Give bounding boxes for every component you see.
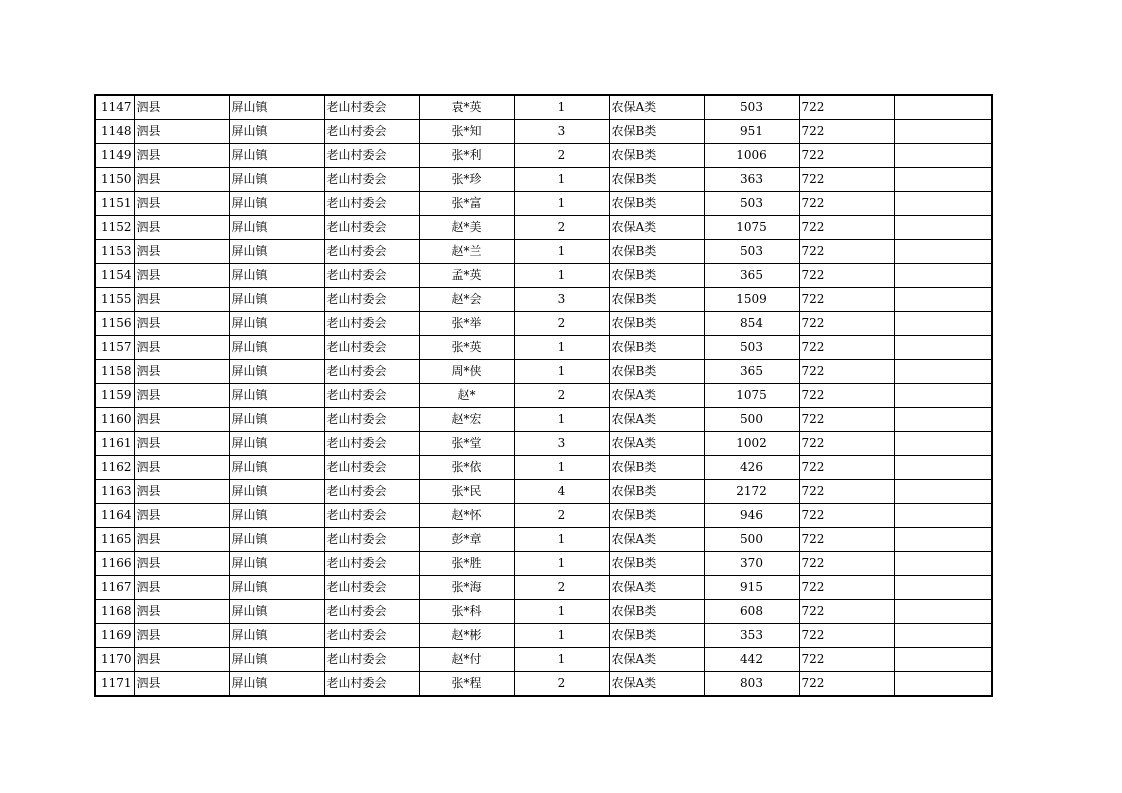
- note-cell: [894, 336, 992, 360]
- town-cell: 屏山镇: [229, 480, 324, 504]
- code-cell: 722: [799, 432, 894, 456]
- amount-cell: 608: [704, 600, 799, 624]
- count-cell: 1: [514, 95, 609, 120]
- note-cell: [894, 432, 992, 456]
- table-row: [95, 648, 992, 672]
- county-cell: 泗县: [134, 480, 229, 504]
- name-cell: 彭*章: [419, 528, 514, 552]
- code-cell: 722: [799, 408, 894, 432]
- table-row: [95, 336, 992, 360]
- name-cell: 赵*会: [419, 288, 514, 312]
- name-cell: 张*举: [419, 312, 514, 336]
- count-cell: 2: [514, 672, 609, 697]
- town-cell: 屏山镇: [229, 600, 324, 624]
- note-cell: [894, 95, 992, 120]
- amount-cell: 503: [704, 95, 799, 120]
- county-cell: 泗县: [134, 192, 229, 216]
- note-cell: [894, 312, 992, 336]
- county-cell: 泗县: [134, 168, 229, 192]
- row-number-cell: 1164: [95, 504, 134, 528]
- name-cell: 赵*怀: [419, 504, 514, 528]
- row-number-cell: 1161: [95, 432, 134, 456]
- county-cell: 泗县: [134, 120, 229, 144]
- table-body: [95, 95, 992, 696]
- table-row: [95, 360, 992, 384]
- note-cell: [894, 576, 992, 600]
- category-cell: 农保B类: [609, 624, 704, 648]
- name-cell: 赵*兰: [419, 240, 514, 264]
- code-cell: 722: [799, 144, 894, 168]
- category-cell: 农保B类: [609, 504, 704, 528]
- amount-cell: 426: [704, 456, 799, 480]
- table-row: [95, 168, 992, 192]
- village-cell: 老山村委会: [324, 624, 419, 648]
- town-cell: 屏山镇: [229, 504, 324, 528]
- amount-cell: 1002: [704, 432, 799, 456]
- village-cell: 老山村委会: [324, 264, 419, 288]
- town-cell: 屏山镇: [229, 384, 324, 408]
- town-cell: 屏山镇: [229, 456, 324, 480]
- code-cell: 722: [799, 504, 894, 528]
- town-cell: 屏山镇: [229, 432, 324, 456]
- amount-cell: 442: [704, 648, 799, 672]
- village-cell: 老山村委会: [324, 168, 419, 192]
- row-number-cell: 1163: [95, 480, 134, 504]
- note-cell: [894, 264, 992, 288]
- town-cell: 屏山镇: [229, 360, 324, 384]
- name-cell: 张*海: [419, 576, 514, 600]
- note-cell: [894, 456, 992, 480]
- row-number-cell: 1147: [95, 95, 134, 120]
- town-cell: 屏山镇: [229, 552, 324, 576]
- name-cell: 张*堂: [419, 432, 514, 456]
- amount-cell: 353: [704, 624, 799, 648]
- name-cell: 张*程: [419, 672, 514, 697]
- code-cell: 722: [799, 528, 894, 552]
- village-cell: 老山村委会: [324, 384, 419, 408]
- row-number-cell: 1151: [95, 192, 134, 216]
- town-cell: 屏山镇: [229, 192, 324, 216]
- table-row: [95, 384, 992, 408]
- count-cell: 2: [514, 144, 609, 168]
- category-cell: 农保A类: [609, 432, 704, 456]
- name-cell: 张*科: [419, 600, 514, 624]
- village-cell: 老山村委会: [324, 144, 419, 168]
- note-cell: [894, 480, 992, 504]
- category-cell: 农保B类: [609, 312, 704, 336]
- town-cell: 屏山镇: [229, 408, 324, 432]
- category-cell: 农保B类: [609, 120, 704, 144]
- code-cell: 722: [799, 264, 894, 288]
- town-cell: 屏山镇: [229, 576, 324, 600]
- amount-cell: 370: [704, 552, 799, 576]
- town-cell: 屏山镇: [229, 240, 324, 264]
- row-number-cell: 1168: [95, 600, 134, 624]
- amount-cell: 915: [704, 576, 799, 600]
- town-cell: 屏山镇: [229, 528, 324, 552]
- county-cell: 泗县: [134, 144, 229, 168]
- town-cell: 屏山镇: [229, 168, 324, 192]
- count-cell: 4: [514, 480, 609, 504]
- category-cell: 农保B类: [609, 552, 704, 576]
- note-cell: [894, 504, 992, 528]
- amount-cell: 1006: [704, 144, 799, 168]
- code-cell: 722: [799, 168, 894, 192]
- row-number-cell: 1170: [95, 648, 134, 672]
- row-number-cell: 1162: [95, 456, 134, 480]
- county-cell: 泗县: [134, 288, 229, 312]
- village-cell: 老山村委会: [324, 360, 419, 384]
- note-cell: [894, 288, 992, 312]
- code-cell: 722: [799, 336, 894, 360]
- code-cell: 722: [799, 360, 894, 384]
- table-row: [95, 95, 992, 120]
- name-cell: 张*利: [419, 144, 514, 168]
- code-cell: 722: [799, 576, 894, 600]
- amount-cell: 854: [704, 312, 799, 336]
- table-row: [95, 456, 992, 480]
- name-cell: 张*胜: [419, 552, 514, 576]
- code-cell: 722: [799, 600, 894, 624]
- code-cell: 722: [799, 95, 894, 120]
- category-cell: 农保B类: [609, 288, 704, 312]
- row-number-cell: 1155: [95, 288, 134, 312]
- name-cell: 张*富: [419, 192, 514, 216]
- code-cell: 722: [799, 120, 894, 144]
- name-cell: 袁*英: [419, 95, 514, 120]
- county-cell: 泗县: [134, 456, 229, 480]
- count-cell: 1: [514, 528, 609, 552]
- category-cell: 农保A类: [609, 384, 704, 408]
- town-cell: 屏山镇: [229, 672, 324, 697]
- table-row: [95, 312, 992, 336]
- count-cell: 1: [514, 600, 609, 624]
- count-cell: 1: [514, 336, 609, 360]
- category-cell: 农保A类: [609, 528, 704, 552]
- name-cell: 周*侠: [419, 360, 514, 384]
- count-cell: 2: [514, 576, 609, 600]
- code-cell: 722: [799, 480, 894, 504]
- amount-cell: 500: [704, 408, 799, 432]
- county-cell: 泗县: [134, 95, 229, 120]
- county-cell: 泗县: [134, 552, 229, 576]
- village-cell: 老山村委会: [324, 480, 419, 504]
- county-cell: 泗县: [134, 360, 229, 384]
- category-cell: 农保B类: [609, 264, 704, 288]
- note-cell: [894, 600, 992, 624]
- code-cell: 722: [799, 456, 894, 480]
- note-cell: [894, 360, 992, 384]
- count-cell: 1: [514, 360, 609, 384]
- amount-cell: 2172: [704, 480, 799, 504]
- code-cell: 722: [799, 672, 894, 697]
- village-cell: 老山村委会: [324, 120, 419, 144]
- row-number-cell: 1156: [95, 312, 134, 336]
- table-row: [95, 216, 992, 240]
- category-cell: 农保B类: [609, 336, 704, 360]
- town-cell: 屏山镇: [229, 216, 324, 240]
- count-cell: 1: [514, 408, 609, 432]
- count-cell: 1: [514, 552, 609, 576]
- note-cell: [894, 408, 992, 432]
- category-cell: 农保A类: [609, 576, 704, 600]
- town-cell: 屏山镇: [229, 264, 324, 288]
- county-cell: 泗县: [134, 336, 229, 360]
- amount-cell: 951: [704, 120, 799, 144]
- county-cell: 泗县: [134, 624, 229, 648]
- village-cell: 老山村委会: [324, 528, 419, 552]
- name-cell: 张*知: [419, 120, 514, 144]
- category-cell: 农保B类: [609, 360, 704, 384]
- amount-cell: 1509: [704, 288, 799, 312]
- note-cell: [894, 672, 992, 697]
- amount-cell: 803: [704, 672, 799, 697]
- note-cell: [894, 144, 992, 168]
- amount-cell: 946: [704, 504, 799, 528]
- town-cell: 屏山镇: [229, 648, 324, 672]
- village-cell: 老山村委会: [324, 240, 419, 264]
- village-cell: 老山村委会: [324, 432, 419, 456]
- amount-cell: 503: [704, 192, 799, 216]
- category-cell: 农保A类: [609, 216, 704, 240]
- row-number-cell: 1169: [95, 624, 134, 648]
- table-row: [95, 672, 992, 697]
- code-cell: 722: [799, 192, 894, 216]
- village-cell: 老山村委会: [324, 600, 419, 624]
- row-number-cell: 1171: [95, 672, 134, 697]
- row-number-cell: 1148: [95, 120, 134, 144]
- county-cell: 泗县: [134, 408, 229, 432]
- category-cell: 农保B类: [609, 144, 704, 168]
- village-cell: 老山村委会: [324, 192, 419, 216]
- note-cell: [894, 528, 992, 552]
- row-number-cell: 1149: [95, 144, 134, 168]
- village-cell: 老山村委会: [324, 648, 419, 672]
- town-cell: 屏山镇: [229, 288, 324, 312]
- category-cell: 农保B类: [609, 456, 704, 480]
- table-row: [95, 144, 992, 168]
- name-cell: 张*珍: [419, 168, 514, 192]
- town-cell: 屏山镇: [229, 336, 324, 360]
- county-cell: 泗县: [134, 528, 229, 552]
- count-cell: 2: [514, 384, 609, 408]
- town-cell: 屏山镇: [229, 312, 324, 336]
- name-cell: 赵*付: [419, 648, 514, 672]
- row-number-cell: 1150: [95, 168, 134, 192]
- table-row: [95, 192, 992, 216]
- table-row: [95, 264, 992, 288]
- county-cell: 泗县: [134, 648, 229, 672]
- note-cell: [894, 648, 992, 672]
- note-cell: [894, 624, 992, 648]
- town-cell: 屏山镇: [229, 120, 324, 144]
- name-cell: 孟*英: [419, 264, 514, 288]
- row-number-cell: 1165: [95, 528, 134, 552]
- category-cell: 农保A类: [609, 408, 704, 432]
- note-cell: [894, 384, 992, 408]
- table-row: [95, 624, 992, 648]
- village-cell: 老山村委会: [324, 336, 419, 360]
- table-row: [95, 480, 992, 504]
- amount-cell: 365: [704, 264, 799, 288]
- note-cell: [894, 552, 992, 576]
- village-cell: 老山村委会: [324, 288, 419, 312]
- table-row: [95, 528, 992, 552]
- count-cell: 2: [514, 216, 609, 240]
- table-row: [95, 288, 992, 312]
- name-cell: 赵*宏: [419, 408, 514, 432]
- county-cell: 泗县: [134, 216, 229, 240]
- county-cell: 泗县: [134, 312, 229, 336]
- category-cell: 农保B类: [609, 192, 704, 216]
- town-cell: 屏山镇: [229, 95, 324, 120]
- code-cell: 722: [799, 312, 894, 336]
- count-cell: 1: [514, 192, 609, 216]
- amount-cell: 363: [704, 168, 799, 192]
- code-cell: 722: [799, 240, 894, 264]
- town-cell: 屏山镇: [229, 144, 324, 168]
- code-cell: 722: [799, 552, 894, 576]
- count-cell: 1: [514, 264, 609, 288]
- table-row: [95, 552, 992, 576]
- county-cell: 泗县: [134, 504, 229, 528]
- code-cell: 722: [799, 648, 894, 672]
- name-cell: 张*依: [419, 456, 514, 480]
- note-cell: [894, 120, 992, 144]
- county-cell: 泗县: [134, 264, 229, 288]
- name-cell: 赵*: [419, 384, 514, 408]
- count-cell: 1: [514, 168, 609, 192]
- amount-cell: 1075: [704, 216, 799, 240]
- village-cell: 老山村委会: [324, 576, 419, 600]
- table-row: [95, 600, 992, 624]
- county-cell: 泗县: [134, 384, 229, 408]
- amount-cell: 1075: [704, 384, 799, 408]
- row-number-cell: 1152: [95, 216, 134, 240]
- category-cell: 农保B类: [609, 480, 704, 504]
- name-cell: 张*民: [419, 480, 514, 504]
- row-number-cell: 1158: [95, 360, 134, 384]
- category-cell: 农保A类: [609, 648, 704, 672]
- village-cell: 老山村委会: [324, 504, 419, 528]
- code-cell: 722: [799, 384, 894, 408]
- village-cell: 老山村委会: [324, 672, 419, 697]
- row-number-cell: 1157: [95, 336, 134, 360]
- table-row: [95, 432, 992, 456]
- county-cell: 泗县: [134, 672, 229, 697]
- count-cell: 2: [514, 504, 609, 528]
- village-cell: 老山村委会: [324, 312, 419, 336]
- county-cell: 泗县: [134, 600, 229, 624]
- name-cell: 赵*彬: [419, 624, 514, 648]
- amount-cell: 503: [704, 336, 799, 360]
- town-cell: 屏山镇: [229, 624, 324, 648]
- amount-cell: 503: [704, 240, 799, 264]
- amount-cell: 500: [704, 528, 799, 552]
- note-cell: [894, 168, 992, 192]
- row-number-cell: 1160: [95, 408, 134, 432]
- row-number-cell: 1153: [95, 240, 134, 264]
- village-cell: 老山村委会: [324, 216, 419, 240]
- table-row: [95, 408, 992, 432]
- count-cell: 2: [514, 312, 609, 336]
- village-cell: 老山村委会: [324, 408, 419, 432]
- category-cell: 农保A类: [609, 672, 704, 697]
- note-cell: [894, 240, 992, 264]
- category-cell: 农保B类: [609, 240, 704, 264]
- count-cell: 3: [514, 120, 609, 144]
- row-number-cell: 1167: [95, 576, 134, 600]
- village-cell: 老山村委会: [324, 456, 419, 480]
- category-cell: 农保B类: [609, 600, 704, 624]
- name-cell: 赵*美: [419, 216, 514, 240]
- count-cell: 1: [514, 456, 609, 480]
- row-number-cell: 1159: [95, 384, 134, 408]
- count-cell: 1: [514, 240, 609, 264]
- table-row: [95, 576, 992, 600]
- table-row: [95, 120, 992, 144]
- county-cell: 泗县: [134, 576, 229, 600]
- table-row: [95, 240, 992, 264]
- village-cell: 老山村委会: [324, 95, 419, 120]
- row-number-cell: 1166: [95, 552, 134, 576]
- count-cell: 1: [514, 648, 609, 672]
- code-cell: 722: [799, 288, 894, 312]
- row-number-cell: 1154: [95, 264, 134, 288]
- data-table: [94, 94, 993, 697]
- name-cell: 张*英: [419, 336, 514, 360]
- note-cell: [894, 192, 992, 216]
- category-cell: 农保A类: [609, 95, 704, 120]
- county-cell: 泗县: [134, 432, 229, 456]
- count-cell: 1: [514, 624, 609, 648]
- county-cell: 泗县: [134, 240, 229, 264]
- village-cell: 老山村委会: [324, 552, 419, 576]
- note-cell: [894, 216, 992, 240]
- amount-cell: 365: [704, 360, 799, 384]
- count-cell: 3: [514, 432, 609, 456]
- code-cell: 722: [799, 216, 894, 240]
- count-cell: 3: [514, 288, 609, 312]
- code-cell: 722: [799, 624, 894, 648]
- category-cell: 农保B类: [609, 168, 704, 192]
- table-row: [95, 504, 992, 528]
